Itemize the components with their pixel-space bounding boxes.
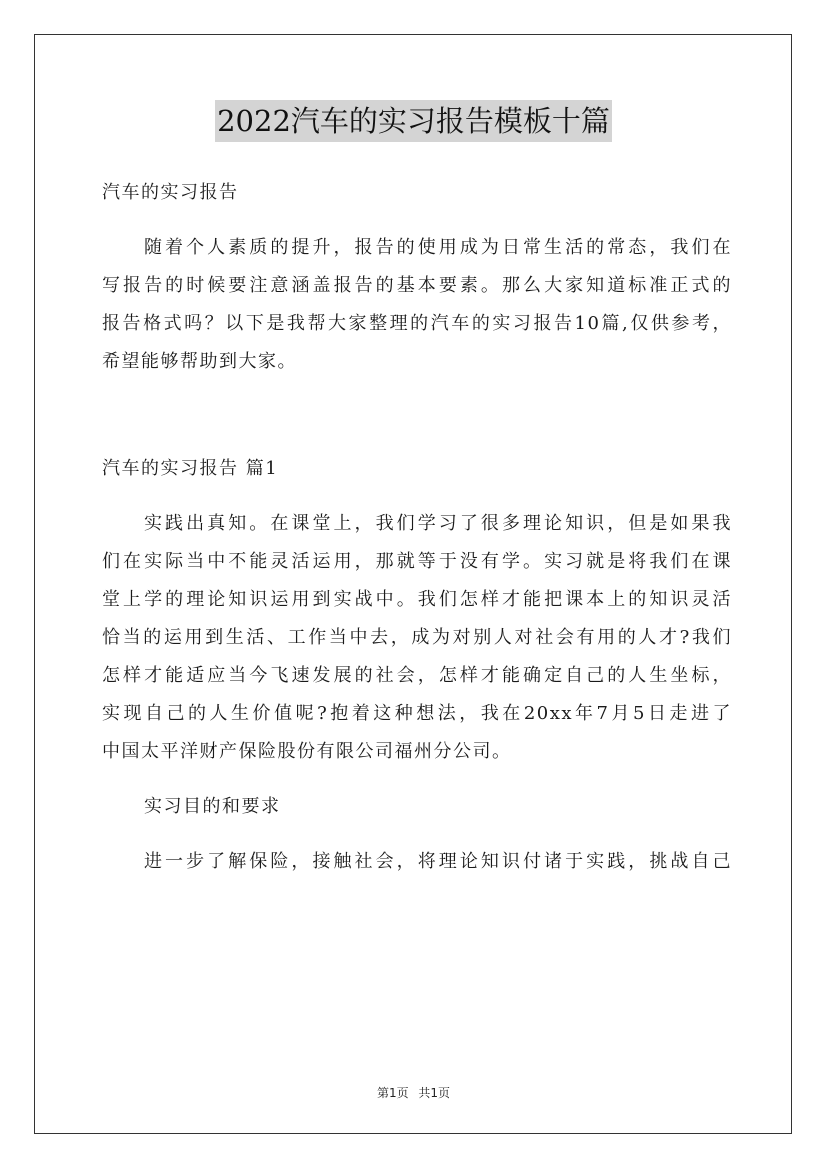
section-heading: 汽车的实习报告 篇1 (102, 458, 279, 479)
paragraph-line: 们在实际当中不能灵活运用，那就等于没有学。实习就是将我们在课 (102, 551, 732, 572)
paragraph-line: 希望能够帮助到大家。 (102, 351, 297, 372)
paragraph-line: 实现自己的人生价值呢?抱着这种想法，我在20xx年7月5日走进了 (102, 703, 732, 724)
paragraph-line: 中国太平洋财产保险股份有限公司福州分公司。 (102, 741, 512, 762)
paragraph-line: 恰当的运用到生活、工作当中去，成为对别人对社会有用的人才?我们 (102, 627, 732, 648)
paragraph-line: 随着个人素质的提升，报告的使用成为日常生活的常态，我们在 (144, 237, 732, 258)
paragraph-line: 实践出真知。在课堂上，我们学习了很多理论知识，但是如果我 (144, 513, 732, 534)
intro-heading: 汽车的实习报告 (102, 182, 239, 203)
section1-paragraph (102, 505, 732, 771)
page-total: 共1页 (418, 1086, 451, 1100)
page-footer (0, 1084, 827, 1101)
document-body (102, 174, 732, 881)
page-number: 第1页 (376, 1086, 409, 1100)
paragraph-line: 怎样才能适应当今飞速发展的社会，怎样才能确定自己的人生坐标， (102, 665, 732, 686)
paragraph-line: 报告格式吗？以下是我帮大家整理的汽车的实习报告10篇,仅供参考， (102, 313, 732, 334)
subheading: 实习目的和要求 (144, 796, 281, 817)
intro-paragraph (102, 229, 732, 381)
paragraph-line: 堂上学的理论知识运用到实战中。我们怎样才能把课本上的知识灵活 (102, 589, 732, 610)
title-wrap (0, 100, 827, 142)
paragraph-line: 写报告的时候要注意涵盖报告的基本要素。那么大家知道标准正式的 (102, 275, 732, 296)
document-title: 2022汽车的实习报告模板十篇 (215, 100, 612, 142)
paragraph-line: 进一步了解保险，接触社会，将理论知识付诸于实践，挑战自己 (144, 851, 732, 872)
